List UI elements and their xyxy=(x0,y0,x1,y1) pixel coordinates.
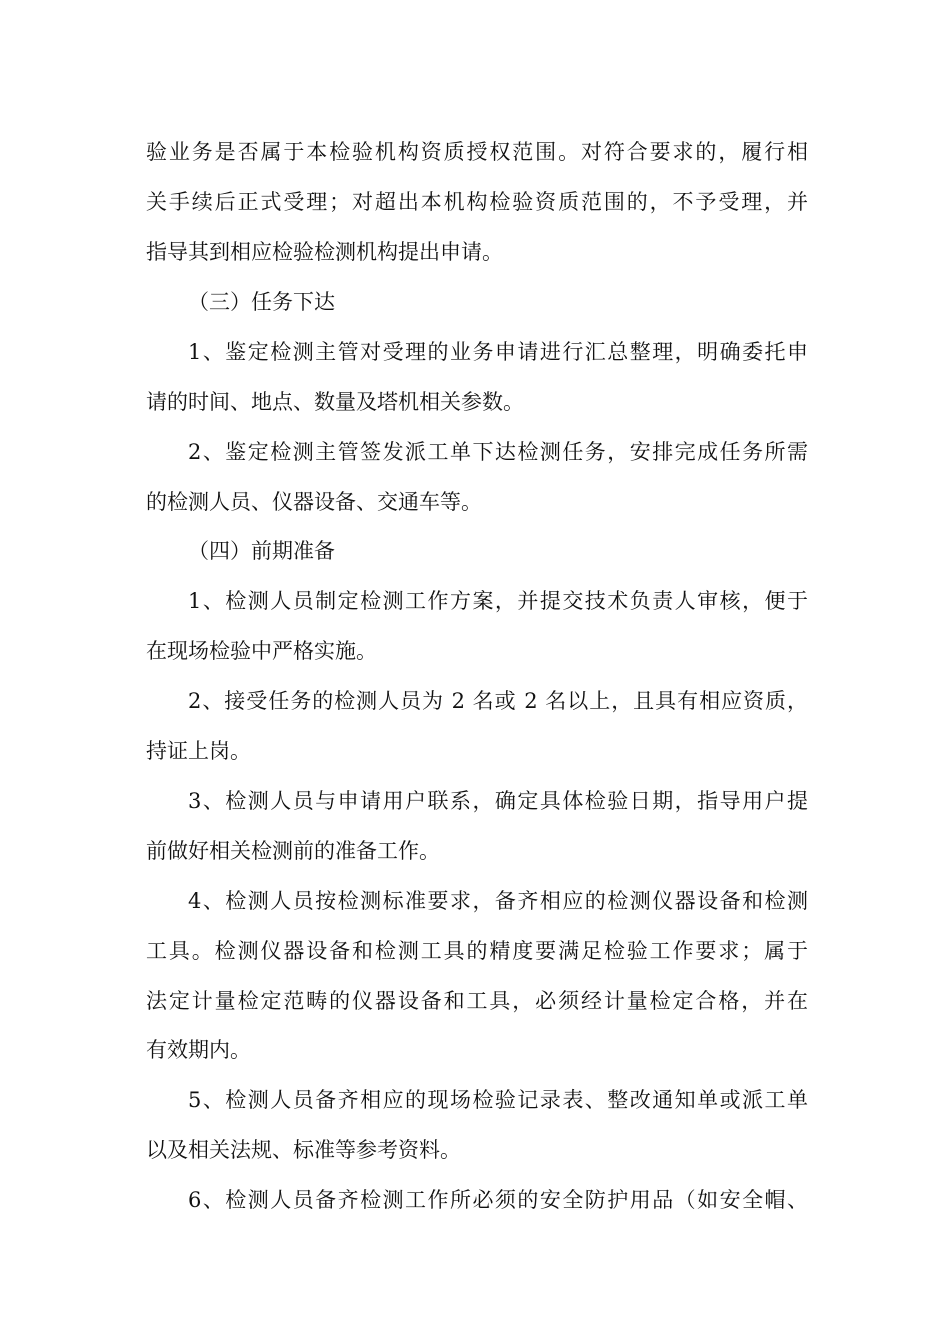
body-line: 法定计量检定范畴的仪器设备和工具，必须经计量检定合格，并在 xyxy=(146,989,808,1013)
body-line: 验业务是否属于本检验机构资质授权范围。对符合要求的，履行相 xyxy=(146,140,808,164)
section-heading: （三）任务下达 xyxy=(188,290,335,314)
body-line: 指导其到相应检验检测机构提出申请。 xyxy=(146,240,503,264)
body-line: 持证上岗。 xyxy=(146,739,251,763)
body-line: 工具。检测仪器设备和检测工具的精度要满足检验工作要求；属于 xyxy=(146,939,808,963)
body-line: 5、检测人员备齐相应的现场检验记录表、整改通知单或派工单 xyxy=(188,1088,808,1112)
section-heading: （四）前期准备 xyxy=(188,539,335,563)
body-line: 关手续后正式受理；对超出本机构检验资质范围的，不予受理，并 xyxy=(146,190,808,214)
body-line: 有效期内。 xyxy=(146,1038,251,1062)
body-line: 请的时间、地点、数量及塔机相关参数。 xyxy=(146,390,524,414)
body-line: 4、检测人员按检测标准要求，备齐相应的检测仪器设备和检测 xyxy=(188,889,808,913)
body-line: 在现场检验中严格实施。 xyxy=(146,639,377,663)
body-line: 1、检测人员制定检测工作方案，并提交技术负责人审核，便于 xyxy=(188,589,808,613)
body-line: 前做好相关检测前的准备工作。 xyxy=(146,839,440,863)
body-line: 6、检测人员备齐检测工作所必须的安全防护用品（如安全帽、 xyxy=(188,1188,808,1212)
body-line: 以及相关法规、标准等参考资料。 xyxy=(146,1138,461,1162)
body-line: 2、鉴定检测主管签发派工单下达检测任务，安排完成任务所需 xyxy=(188,440,808,464)
body-line: 3、检测人员与申请用户联系，确定具体检验日期，指导用户提 xyxy=(188,789,808,813)
body-line: 的检测人员、仪器设备、交通车等。 xyxy=(146,490,482,514)
body-line: 1、鉴定检测主管对受理的业务申请进行汇总整理，明确委托申 xyxy=(188,340,808,364)
body-line: 2、接受任务的检测人员为 2 名或 2 名以上，且具有相应资质， xyxy=(188,689,808,713)
